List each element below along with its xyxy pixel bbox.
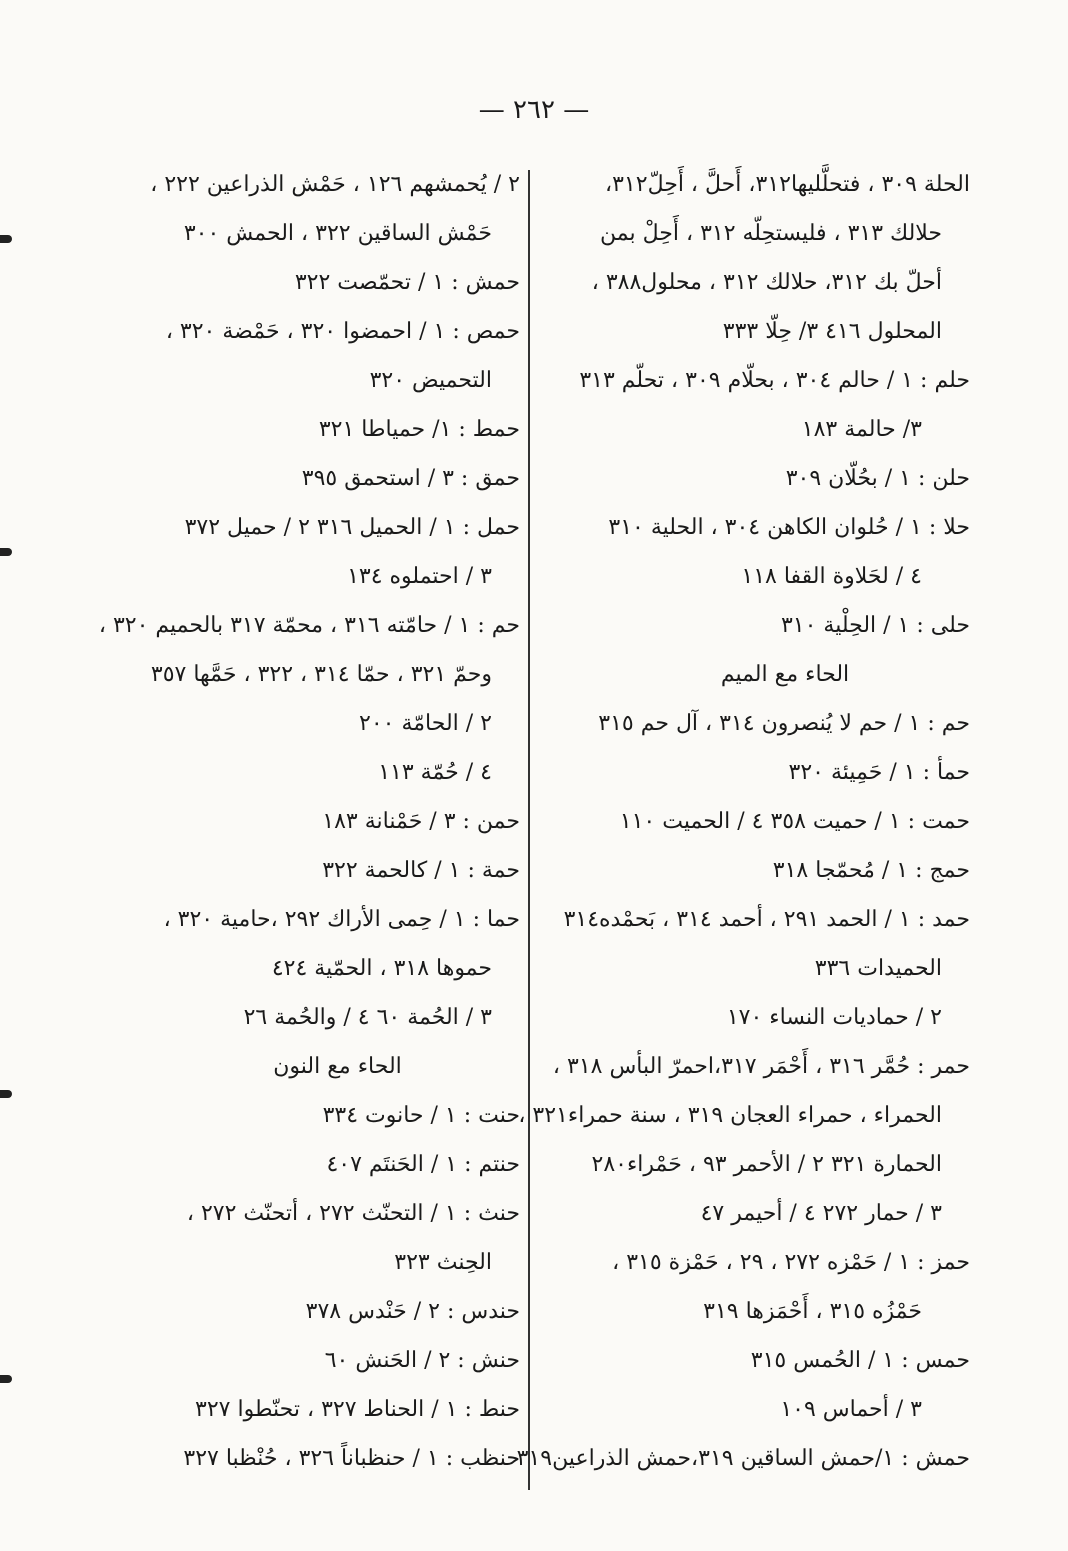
index-entry-line: حمس : ١ / الحُمس ٣١٥ [750, 1348, 970, 1373]
index-entry-line: ٢ / الحامّة ٢٠٠ [359, 711, 492, 736]
margin-mark [0, 235, 12, 243]
index-entry-line: ٣ / حمار ٢٧٢ ٤ / أحيمر ٤٧ [700, 1201, 942, 1226]
margin-mark [0, 1090, 12, 1098]
section-heading: الحاء مع النون [273, 1054, 402, 1079]
index-entry-line: حمة : ١ / كالحمة ٣٢٢ [322, 858, 520, 883]
index-entry-line: حمش : ١ / تحمّصت ٣٢٢ [294, 270, 520, 295]
index-entry-line: حلن : ١ / بحُلّان ٣٠٩ [785, 466, 970, 491]
margin-mark [0, 1375, 12, 1383]
index-entry-line: حلالك ٣١٣ ، فليستحِلّه ٣١٢ ، أَحِلْ بمن [600, 221, 942, 246]
index-entry-line: حمق : ٣ / استحمق ٣٩٥ [301, 466, 520, 491]
index-entry-line: حمل : ١ / الحميل ٣١٦ ٢ / حميل ٣٧٢ [184, 515, 520, 540]
index-entry-line: الحميدات ٣٣٦ [814, 956, 942, 981]
index-entry-line: الحلة ٣٠٩ ، فتحلَّليها٣١٢، أَحلَّ ، أَحِلّ٣١٢، [605, 172, 970, 197]
left-column [95, 160, 520, 1483]
index-entry-line: حمر : حُمَّر ٣١٦ ، أَحْمَر ٣١٧،احمرّ البأس ٣١٨ ، [552, 1054, 970, 1079]
index-entry-line: حمط : ١/ حمياطا ٣٢١ [318, 417, 520, 442]
index-entry-line: حنط : ١ / الحناط ٣٢٧ ، تحنّطوا ٣٢٧ [195, 1397, 520, 1422]
index-entry-line: حمش : ١/حمش الساقين ٣١٩،حمش الذراعين٣١٩ [516, 1446, 970, 1471]
index-entry-line: حنت : ١ / حانوت ٣٣٤ [322, 1103, 520, 1128]
index-entry-line: حنش : ٢ / الحَنش ٦٠ [324, 1348, 520, 1373]
index-entry-line: ٤ / لحَلاوة القفا ١١٨ [741, 564, 922, 589]
index-entry-line: حم : ١ / حامّته ٣١٦ ، محمّة ٣١٧ بالحميم ٣٢٠ ، [98, 613, 520, 638]
index-entry-line: حمص : ١ / احمضوا ٣٢٠ ، حَمْضة ٣٢٠ ، [165, 319, 520, 344]
index-entry-line: الحِنث ٣٢٣ [394, 1250, 492, 1275]
index-entry-line: المحلول ٤١٦ ٣/ حِلّا ٣٣٣ [722, 319, 942, 344]
index-entry-line: الحمارة ٣٢١ ٢ / الأحمر ٩٣ ، حَمْراء٢٨٠ [591, 1152, 942, 1177]
index-entry-line: حموها ٣١٨ ، الحمّية ٤٢٤ [271, 956, 492, 981]
index-entry-line: حلا : ١ / حُلوان الكاهن ٣٠٤ ، الحلية ٣١٠ [608, 515, 970, 540]
index-entry-line: حَمْش الساقين ٣٢٢ ، الحمش ٣٠٠ [183, 221, 492, 246]
index-entry-line: ٤ / حُمّة ١١٣ [378, 760, 492, 785]
margin-mark [0, 548, 12, 556]
index-entry-line: ٣ / الحُمة ٦٠ ٤ / والحُمة ٢٦ [243, 1005, 492, 1030]
right-column [516, 160, 970, 1483]
index-entry-line: أحلّ بك ٣١٢، حلالك ٣١٢ ، محلول٣٨٨ ، [591, 270, 942, 295]
index-entry-line: حمن : ٣ / حَمْنانة ١٨٣ [322, 809, 520, 834]
index-entry-line: حمأ : ١ / حَمِيئة ٣٢٠ [788, 760, 970, 785]
index-entry-line: ٢ / حماديات النساء ١٧٠ [726, 1005, 942, 1030]
index-entry-line: حندس : ٢ / حَنْدس ٣٧٨ [305, 1299, 520, 1324]
index-entry-line: حمز : ١ / حَمْزه ٢٧٢ ، ٢٩ ، حَمْزة ٣١٥ ، [612, 1250, 970, 1275]
index-entry-line: ٣/ حالمة ١٨٣ [801, 417, 922, 442]
index-entry-line: وحمّ ٣٢١ ، حمّا ٣١٤ ، ٣٢٢ ، حَمَّها ٣٥٧ [150, 662, 492, 687]
index-entry-line: الحمراء ، حمراء العجان ٣١٩ ، سنة حمراء٣٢١ ، [518, 1103, 942, 1128]
index-entry-line: ٢ / يُحمشهم ١٢٦ ، حَمْش الذراعين ٢٢٢ ، [150, 172, 520, 197]
index-entry-line: حنث : ١ / التحنّث ٢٧٢ ، أتحنّث ٢٧٢ ، [186, 1201, 520, 1226]
column-divider [528, 170, 530, 1490]
index-entry-line: حمد : ١ / الحمد ٢٩١ ، أحمد ٣١٤ ، بَحمْده٣١٤ [563, 907, 970, 932]
index-entry-line: حنظب : ١ / حنظباناً ٣٢٦ ، حُنْظبا ٣٢٧ [183, 1446, 520, 1471]
index-entry-line: التحميض ٣٢٠ [369, 368, 492, 393]
page-number: — ٢٦٢ — [478, 95, 590, 125]
index-entry-line: حنتم : ١ / الحَنتَم ٤٠٧ [326, 1152, 520, 1177]
index-entry-line: حمج : ١ / مُحمّجا ٣١٨ [772, 858, 970, 883]
section-heading: الحاء مع الميم [720, 662, 850, 687]
index-entry-line: حما : ١ / حِمى الأراك ٢٩٢ ،حامية ٣٢٠ ، [163, 907, 520, 932]
index-entry-line: حَمْزُه ٣١٥ ، أَحْمَزها ٣١٩ [703, 1299, 922, 1324]
index-entry-line: حمت : ١ / حميت ٣٥٨ ٤ / الحميت ١١٠ [619, 809, 970, 834]
index-entry-line: حم : ١ / حم لا يُنصرون ٣١٤ ، آل حم ٣١٥ [598, 711, 970, 736]
index-entry-line: حلم : ١ / حالم ٣٠٤ ، بحلّام ٣٠٩ ، تحلّم ٣١٣ [579, 368, 970, 393]
index-entry-line: ٣ / احتملوه ١٣٤ [347, 564, 492, 589]
index-entry-line: ٣ / أحماس ١٠٩ [780, 1397, 922, 1422]
index-entry-line: حلى : ١ / الحِلْية ٣١٠ [780, 613, 970, 638]
